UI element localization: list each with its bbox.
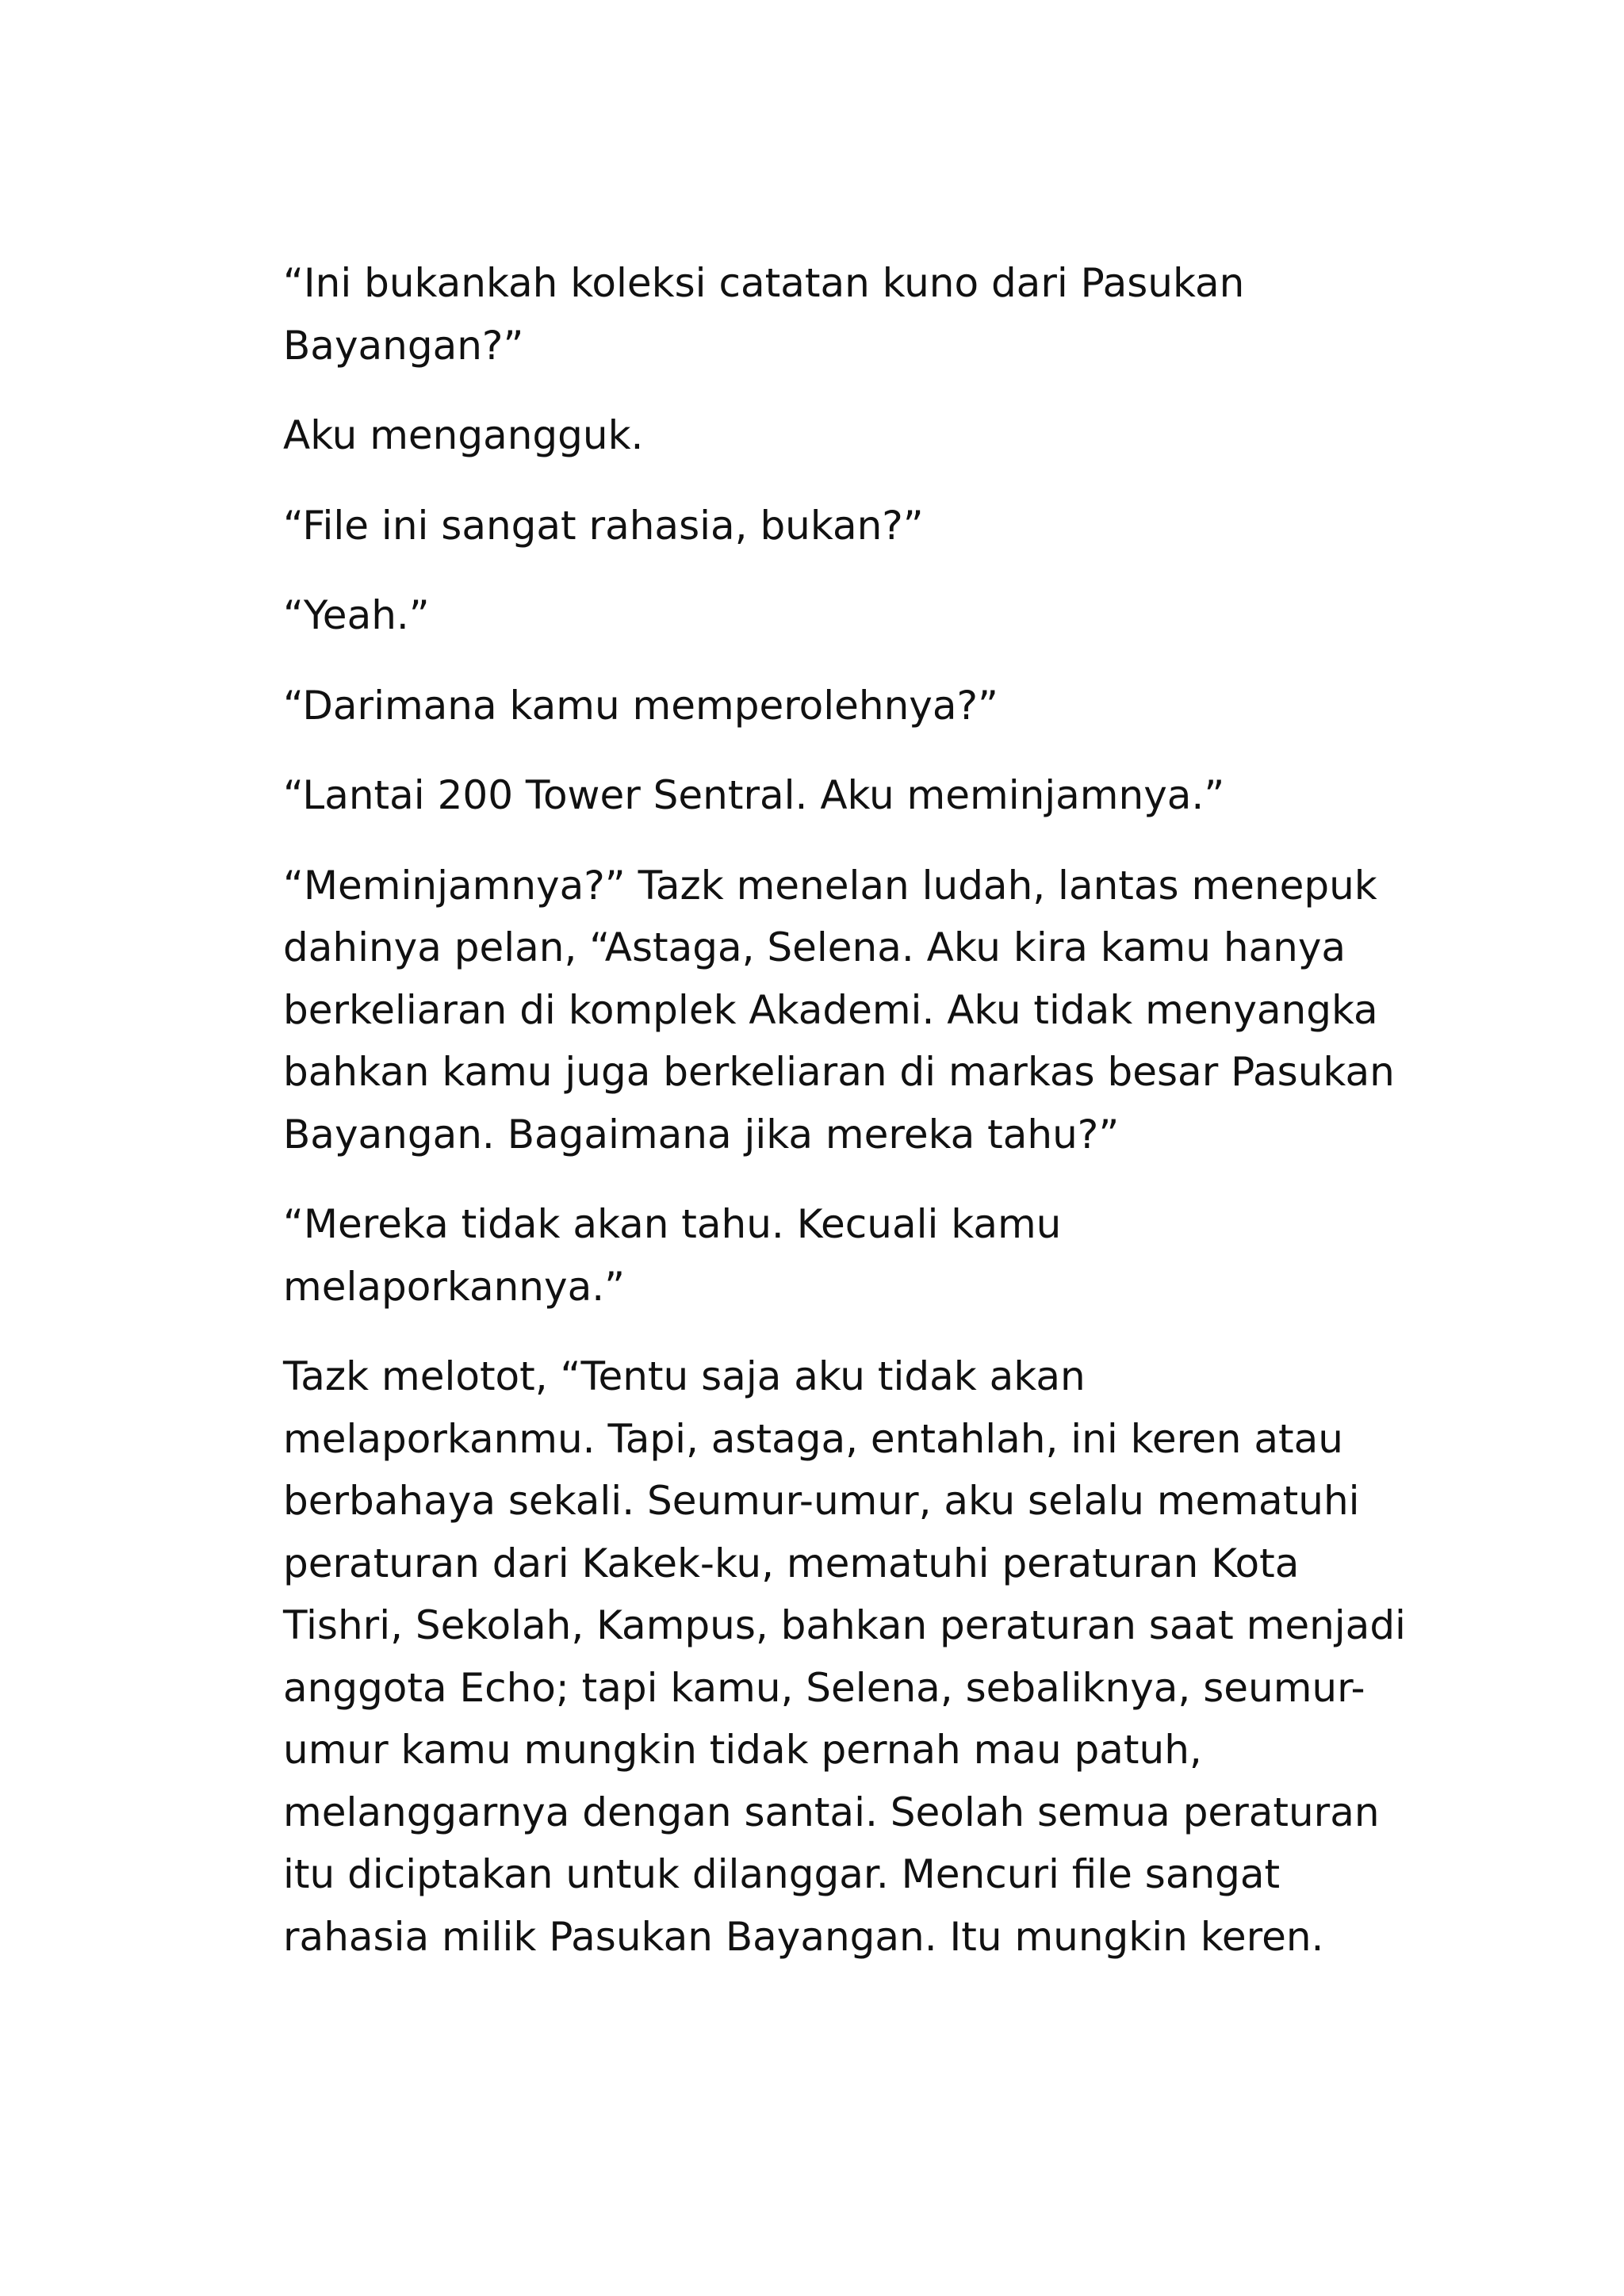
text-line: “Yeah.” <box>283 592 430 638</box>
text-line: dahinya pelan, “Astaga, Selena. Aku kira kamu hanya <box>283 924 1346 970</box>
paragraph <box>283 404 1393 467</box>
paragraph <box>283 1345 1406 1968</box>
paragraph <box>283 675 1393 737</box>
text-line: bahkan kamu juga berkeliaran di markas besar Pasukan <box>283 1049 1395 1095</box>
text-line: “Meminjamnya?” Tazk menelan ludah, lantas menepuk <box>283 862 1377 909</box>
text-line: rahasia milik Pasukan Bayangan. Itu mungkin keren. <box>283 1913 1324 1960</box>
text-line: “File ini sangat rahasia, bukan?” <box>283 502 924 549</box>
text-line: peraturan dari Kakek-ku, mematuhi peraturan Kota <box>283 1540 1300 1586</box>
text-line: umur kamu mungkin tidak pernah mau patuh, <box>283 1727 1202 1773</box>
text-line: Bayangan. Bagaimana jika mereka tahu?” <box>283 1111 1120 1158</box>
paragraph <box>283 252 1393 377</box>
text-line: anggota Echo; tapi kamu, Selena, sebaliknya, seumur- <box>283 1664 1365 1711</box>
paragraph <box>283 855 1393 1166</box>
text-line: melanggarnya dengan santai. Seolah semua peraturan <box>283 1789 1380 1835</box>
text-line: itu diciptakan untuk dilanggar. Mencuri file sangat <box>283 1851 1281 1897</box>
text-line: “Lantai 200 Tower Sentral. Aku meminjamnya.” <box>283 772 1225 818</box>
text-line: “Ini bukankah koleksi catatan kuno dari Pasukan <box>283 260 1245 306</box>
text-line: berkeliaran di komplek Akademi. Aku tidak menyangka <box>283 986 1378 1033</box>
paragraph <box>283 1193 1393 1318</box>
text-line: melaporkannya.” <box>283 1263 626 1310</box>
text-line: Bayangan?” <box>283 322 524 369</box>
document-body <box>283 252 1406 1996</box>
text-line: melaporkanmu. Tapi, astaga, entahlah, ini keren atau <box>283 1415 1343 1462</box>
text-line: Tazk melotot, “Tentu saja aku tidak akan <box>283 1353 1086 1399</box>
paragraph <box>283 764 1393 827</box>
text-line: Aku mengangguk. <box>283 412 644 458</box>
text-line: berbahaya sekali. Seumur-umur, aku selalu mematuhi <box>283 1478 1360 1524</box>
text-line: “Mereka tidak akan tahu. Kecuali kamu <box>283 1201 1062 1247</box>
text-line: “Darimana kamu memperolehnya?” <box>283 682 998 729</box>
text-line: Tishri, Sekolah, Kampus, bahkan peraturan saat menjadi <box>283 1602 1406 1648</box>
paragraph <box>283 584 1393 647</box>
paragraph <box>283 495 1393 557</box>
